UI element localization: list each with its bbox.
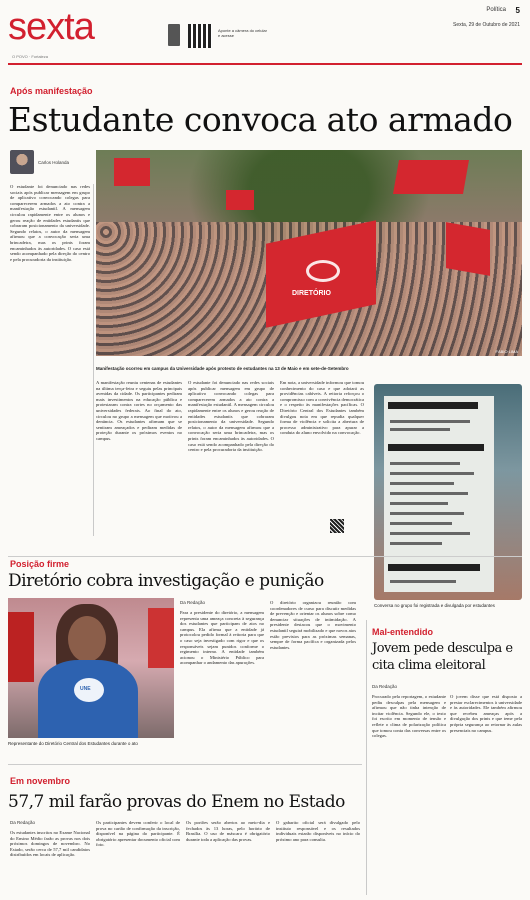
- chat-line: [390, 542, 442, 545]
- story2-byline: Da Redação: [180, 600, 206, 605]
- red-flag: [226, 190, 254, 210]
- phone-icon: [168, 24, 180, 46]
- story3-byline: Da Redação: [372, 684, 398, 689]
- flag-emblem: [306, 260, 340, 282]
- story1-byline: Carlos Holanda: [38, 160, 70, 165]
- story4-column-a: Os estudantes inscritos no Exame Nacional do Ensino Médio farão as provas nos dois próximos domingos de novembro. No Estado, serão cerca de 57,7 mil candidatos distribuídos em locais de aplicação.: [10, 830, 90, 858]
- page-number: 5: [515, 6, 520, 15]
- story2-column-a: Para a presidente do diretório, a mensagem representa uma ameaça concreta à segurança dos estudantes que participam de atos no campus. Ela afirma que a entidade já protocolou pedido formal à reitoria para que o caso seja investigado com rigor e que os responsáveis sejam punidos conforme o regimento interno. A entidade também acionou o Ministério Público para acompanhar o andamento das apurações.: [180, 610, 264, 666]
- story3-kicker: Mal-entendido: [372, 627, 433, 637]
- qr-promo: [168, 24, 268, 48]
- story3-headline: Jovem pede desculpa e cita clima eleitoral: [372, 641, 513, 673]
- chat-line: [390, 472, 474, 475]
- story1-column-b2: O estudante foi denunciado nas redes sociais após publicar mensagem em grupo de aplicativo convocando colegas para comparecerem armados a ato contra a manifestação estudantil. A mensagem circulou rapidamente entre os alunos e gerou reação de entidades estudantis que cobraram posicionamento da universidade. Segundo relatos, o autor da mensagem afirmou que a convocação seria uma brincadeira, mas os prints foram encaminhados às autoridades. O caso está sendo acompanhado pela direção do centro e pela procuradoria da instituição.: [188, 380, 274, 453]
- promo-text: Aponte a câmera do celular e acesse: [218, 28, 267, 38]
- story3-column-a: Procurado pela reportagem, o estudante pediu desculpas pela mensagem e afirmou que não tinha intenção de incitar violência. Segundo ele, o texto foi escrito em momento de tensão e reflete o clima de polarização política que tomou conta das conversas entre os colegas.: [372, 694, 446, 739]
- chat-line: [390, 428, 450, 431]
- protest-photo: [96, 150, 522, 356]
- story2-photo-caption: Representante do Diretório Central dos Estudantes durante o ato: [8, 741, 138, 746]
- column-divider: [366, 620, 367, 895]
- story1-kicker: Após manifestação: [10, 86, 93, 96]
- edition-date: Sexta, 29 de Outubro de 2021: [453, 22, 520, 28]
- redacted-bar: [388, 444, 484, 451]
- student-leader-photo: [8, 598, 174, 738]
- story4-column-b: Os participantes devem conferir o local de prova no cartão de confirmação da inscrição, disponível na página do participante. É obrigatório apresentar documento oficial com foto.: [96, 820, 180, 848]
- chat-line: [390, 522, 452, 525]
- story4-byline: Da Redação: [10, 820, 36, 825]
- column-divider: [93, 184, 94, 536]
- redacted-bar: [388, 402, 478, 409]
- photo-credit: FÁBIO LIMA: [495, 349, 518, 354]
- chat-line: [390, 502, 448, 505]
- story1-photo-caption: Manifestação ocorreu em campus da Universidade após protesto de estudantes na 13 de Maio e em sete-de-Setembro: [96, 366, 349, 371]
- face-shape: [68, 616, 106, 662]
- chat-line: [390, 462, 460, 465]
- chat-line: [390, 580, 456, 583]
- story4-kicker: Em novembro: [10, 776, 71, 786]
- masthead: [0, 0, 530, 62]
- story4-column-d: O gabarito oficial será divulgado pelo instituto responsável e os resultados individuais estarão disponíveis no início do próximo ano para consulta.: [276, 820, 360, 842]
- brand-subline: O POVO · Fortaleza: [12, 54, 49, 59]
- story1-headline: Estudante convoca ato armado: [8, 100, 513, 139]
- story4-headline: 57,7 mil farão provas do Enem no Estado: [8, 792, 345, 812]
- author-avatar: [10, 150, 34, 174]
- chat-line: [390, 492, 468, 495]
- flag-text: DIRETÓRIO: [292, 290, 331, 297]
- story4-column-c: Os portões serão abertos ao meio-dia e fechados às 13 horas, pelo horário de Brasília. O uso de máscara é obrigatório durante toda a aplicação das provas.: [186, 820, 270, 842]
- red-flag: [446, 222, 490, 276]
- redacted-bar: [388, 564, 480, 571]
- page-info: [410, 6, 520, 30]
- masthead-divider: [8, 63, 522, 65]
- phone-screen: [384, 396, 494, 592]
- section-brand: sexta: [8, 6, 94, 48]
- red-flag: [8, 612, 34, 682]
- story1-column-b: A manifestação reuniu centenas de estudantes na última terça-feira e seguiu pelas principais avenidas da cidade. Os participantes pediram mais investimentos na educação pública e protestaram contra cortes no orçamento das universidades federais. Ao final do ato, circulou no grupo a mensagem que motivou a denúncia. Os estudantes afirmam que se sentiram ameaçados e pediram medidas de proteção durante os próximos eventos no campus.: [96, 380, 182, 441]
- qr-code-icon: [188, 24, 212, 48]
- chat-screenshot-photo: [374, 384, 522, 600]
- section-divider: [8, 556, 522, 557]
- chat-line: [390, 512, 464, 515]
- chat-line: [390, 532, 470, 535]
- red-flag: [393, 160, 469, 194]
- story1-column-a: O estudante foi denunciado nas redes sociais após publicar mensagem em grupo de aplicativo convocando colegas para comparecerem armados a ato contra a manifestação estudantil. A mensagem circulou rapidamente entre os alunos e gerou reação de entidades estudantis que cobraram posicionamento da universidade. Segundo relatos, o autor da mensagem afirmou que a convocação seria uma brincadeira, mas os prints foram encaminhados às autoridades. O caso está sendo acompanhado pela direção do centro e pela procuradoria da instituição.: [10, 184, 90, 262]
- red-flag: [148, 608, 174, 668]
- story2-kicker: Posição firme: [10, 559, 70, 569]
- chat-line: [390, 482, 454, 485]
- story3-column-b: O jovem disse que está disposto a prestar esclarecimentos à universidade e às autoridades. Ele também afirmou que recebeu ameaças após a divulgação dos prints e que teme pela própria segurança ao retornar às aulas presenciais no campus.: [450, 694, 522, 733]
- section-tag: Política: [486, 7, 506, 13]
- chat-line: [390, 420, 470, 423]
- chat-photo-caption: Conversa no grupo foi registrada e divulgada por estudantes: [374, 603, 495, 608]
- qr-code-icon: [330, 519, 344, 533]
- red-flag: [114, 158, 150, 186]
- shirt-logo-text: UNE: [80, 686, 91, 692]
- story1-column-c: Em nota, a universidade informou que tomou conhecimento do caso e que adotará as providências cabíveis. A reitoria reforçou o compromisso com a convivência democrática e o respeito às manifestações pacíficas. O Diretório Central dos Estudantes também divulgou nota em que repudia qualquer forma de violência e solicita a abertura de processo administrativo para apurar a conduta do aluno envolvido na convocação.: [280, 380, 364, 436]
- section-divider: [8, 764, 362, 765]
- story2-column-b: O diretório organizou reunião com coordenadores de curso para discutir medidas de prevenção e orientar os alunos sobre como denunciar situações de intimidação. A presidente destacou que o movimento estudantil seguirá mobilizado e que novos atos estão previstos para as próximas semanas, sempre de forma pacífica e organizada pelos estudantes.: [270, 600, 356, 650]
- story2-headline: Diretório cobra investigação e punição: [8, 571, 324, 591]
